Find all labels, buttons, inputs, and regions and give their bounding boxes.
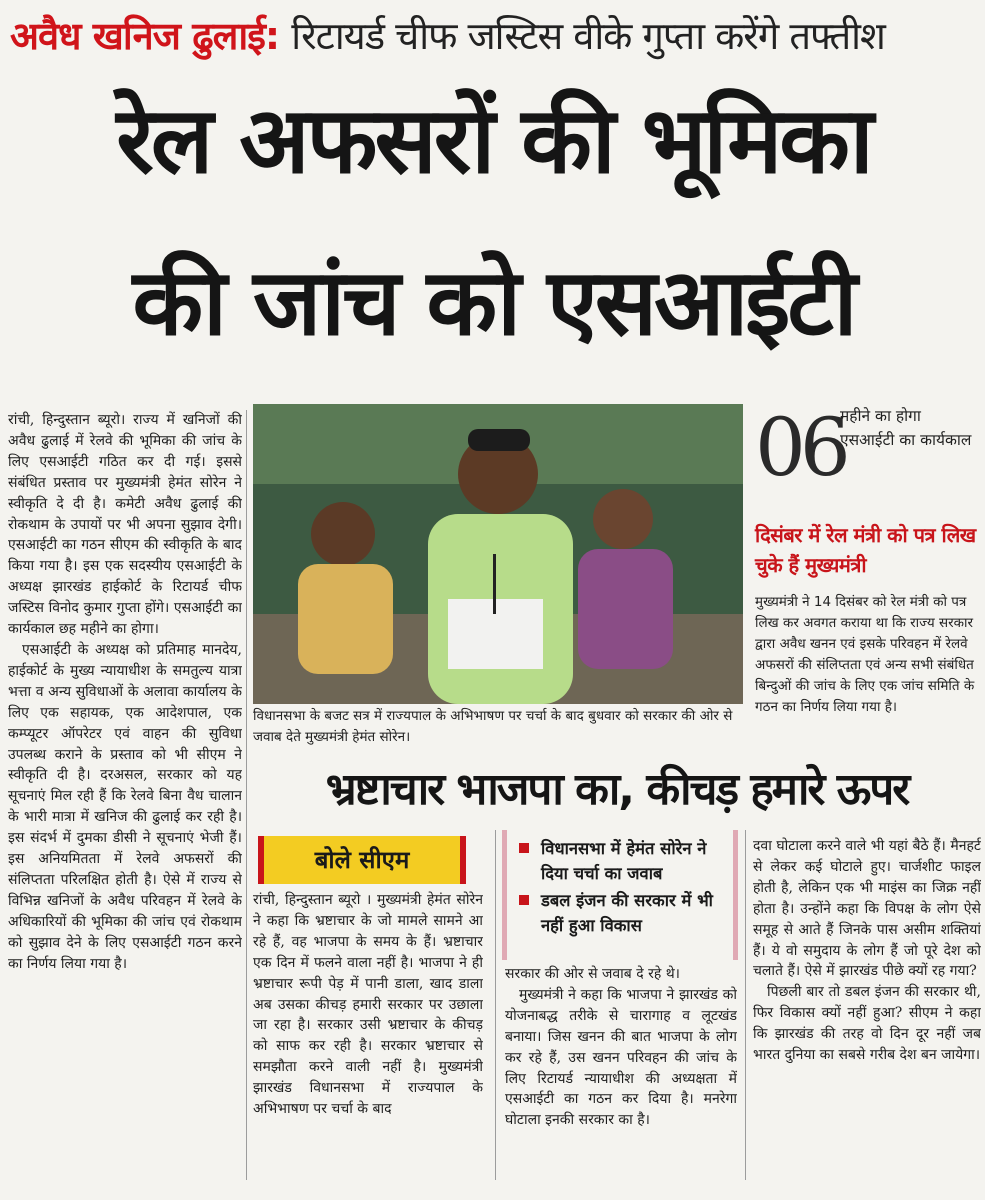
square-bullet-icon bbox=[519, 895, 529, 905]
photo-illustration bbox=[253, 404, 743, 704]
story2-column-3 bbox=[505, 964, 737, 1180]
article-paragraph: रांची, हिन्दुस्तान ब्यूरो। राज्य में खनिजों की अवैध ढुलाई में रेलवे की भूमिका की जांच के लिए एसआईटी गठित कर दी गई। इससे संबंधित प्रस्ताव पर मुख्यमंत्री हेमंत सोरेन ने स्वीकृति दे दी है। कमेटी अवैध ढुलाई की रोकथाम के उपायों पर भी अपना सुझाव देगी। एसआईटी का गठन सीएम की स्वीकृति के बाद किया गया है। इस एक सदस्यीय एसआईटी के अध्यक्ष झारखंड हाईकोर्ट के रिटायर्ड चीफ जस्टिस विनोद कुमार गुप्ता होंगे। एसआईटी का कार्यकाल छह महीने का होगा। bbox=[8, 412, 242, 638]
article-paragraph: दवा घोटाला करने वाले भी यहां बैठे हैं। मैनहर्ट से लेकर कई घोटाले हुए। चार्जशीट फाइल होती है, लेकिन एक भी माइंस का जिक्र नहीं होता है। उन्होंने कहा कि विपक्ष के लोग ऐसे समूह से आते हैं जिनके पास असीम शक्तियां हैं। ये वो समुदाय के लोग हैं जो पूरे देश को चलाते हैं। ऐसे में झारखंड पीछे क्यों रह गया? bbox=[753, 838, 981, 980]
square-bullet-icon bbox=[519, 843, 529, 853]
article-paragraph: सरकार की ओर से जवाब दे रहे थे। bbox=[505, 966, 680, 982]
article-paragraph: पिछली बार तो डबल इंजन की सरकार थी, फिर विकास क्यों नहीं हुआ? सीएम ने कहा कि झारखंड की तरह वो दिन दूर नहीं जब भारत दुनिया का सबसे गरीब देश बन जायेगा। bbox=[753, 984, 981, 1064]
column-divider bbox=[495, 830, 496, 1180]
pull-quote-item: विधानसभा में हेमंत सोरेन ने दिया चर्चा का जवाब bbox=[517, 836, 725, 886]
bole-cm-label: बोले सीएम bbox=[258, 836, 466, 884]
cm-speech-photo bbox=[253, 404, 743, 704]
photo-caption: विधानसभा के बजट सत्र में राज्यपाल के अभिभाषण पर चर्चा के बाद बुधवार को सरकार की ओर से जवाब देते मुख्यमंत्री हेमंत सोरेन। bbox=[253, 708, 733, 745]
article-paragraph: रांची, हिन्दुस्तान ब्यूरो । मुख्यमंत्री हेमंत सोरेन ने कहा कि भ्रष्टाचार के जो मामले सामने आ रहे हैं, वह भाजपा के समय के हैं। भ्रष्टाचार एक दिन में फलने वाला नहीं है। भाजपा ने ही भ्रष्टाचार रूपी पेड़ में पानी डाला, खाद डाला अब उसका कीचड़ हमारी सरकार पर उछाला जा रहा है। सरकार उसी भ्रष्टाचार के कीचड़ को साफ कर रही है। सरकार भ्रष्टाचार से समझौता करने वाली नहीं है। मुख्यमंत्री झारखंड विधानसभा में राज्यपाल के अभिभाषण पर चर्चा के बाद bbox=[253, 892, 483, 1118]
letter-subhead: दिसंबर में रेल मंत्री को पत्र लिख चुके हैं मुख्यमंत्री bbox=[755, 523, 976, 577]
headline-line-2: की जांच को एसआईटी bbox=[132, 249, 855, 356]
sit-duration-note: महीने का होगा एसआईटी का कार्यकाल bbox=[840, 407, 972, 449]
pull-quote-item: डबल इंजन की सरकार में भी नहीं हुआ विकास bbox=[517, 888, 725, 938]
kicker-red-label: अवैध खनिज ढुलाई: bbox=[10, 14, 280, 58]
pull-quote-box bbox=[502, 830, 738, 960]
column-divider bbox=[745, 830, 746, 1180]
story2-column-4 bbox=[753, 836, 981, 1180]
kicker-headline bbox=[10, 8, 975, 64]
headline-line-1: रेल अफसरों की भूमिका bbox=[116, 87, 871, 194]
story2-headline: भ्रष्टाचार भाजपा का, कीचड़ हमारे ऊपर bbox=[325, 764, 909, 815]
article-paragraph: मुख्यमंत्री ने कहा कि भाजपा ने झारखंड को योजनाबद्ध तरीके से चारागाह व लूटखंड बनाया। जिस खनन की बात भाजपा के लोग कर रहे हैं, उस खनन परिवहन की जांच के लिए रिटायर्ड न्यायाधीश की अध्यक्षता में एसआईटी का गठन कर दिया है। मनरेगा घोटाला इनकी सरकार का है। bbox=[505, 986, 737, 1129]
column-divider bbox=[246, 410, 247, 1180]
letter-body: मुख्यमंत्री ने 14 दिसंबर को रेल मंत्री को पत्र लिख कर अवगत कराया था कि राज्य सरकार द्वारा अवैध खनन एवं इसके परिवहन में रेलवे अफसरों की संलिप्तता एवं अन्य सभी संबंधित बिन्दुओं की जांच के लिए एक जांच समिति के गठन का निर्णय लिया गया है। bbox=[755, 594, 975, 715]
story2-column-2 bbox=[253, 890, 483, 1180]
kicker-text: रिटायर्ड चीफ जस्टिस वीके गुप्ता करेंगे तफ्तीश bbox=[291, 14, 885, 58]
sit-duration-number: 06 bbox=[755, 401, 845, 494]
article-column-1 bbox=[8, 410, 242, 1180]
article-paragraph: एसआईटी के अध्यक्ष को प्रतिमाह मानदेय, हाईकोर्ट के मुख्य न्यायाधीश के समतुल्य यात्रा भत्ता व अन्य सुविधाओं के अलावा कार्यालय के लिए एक सहायक, एक आदेशपाल, एक कम्प्यूटर ऑपरेटर एवं वाहन की सुविधा उपलब्ध कराने के प्रस्ताव को भी सीएम ने स्वीकृति दी है। दरअसल, सरकार को यह सूचनाएं मिल रही हैं कि रेलवे बिना वैध चालान के भारी मात्रा में खनिज की ढुलाई कर रही है। इस संदर्भ में दुमका डीसी ने सूचनाएं भेजी हैं। इस अनियमितता में रेलवे अफसरों की संलिप्तता परिलक्षित होती है। ऐसे में राज्य से विभिन्न खनिजों के अवैध परिवहन में रेलवे के अधिकारियों की भूमिका की जांच एवं रोकथाम को सुझाव देने के लिए एसआईटी गठन करने का निर्णय लिया गया है। bbox=[8, 641, 242, 972]
